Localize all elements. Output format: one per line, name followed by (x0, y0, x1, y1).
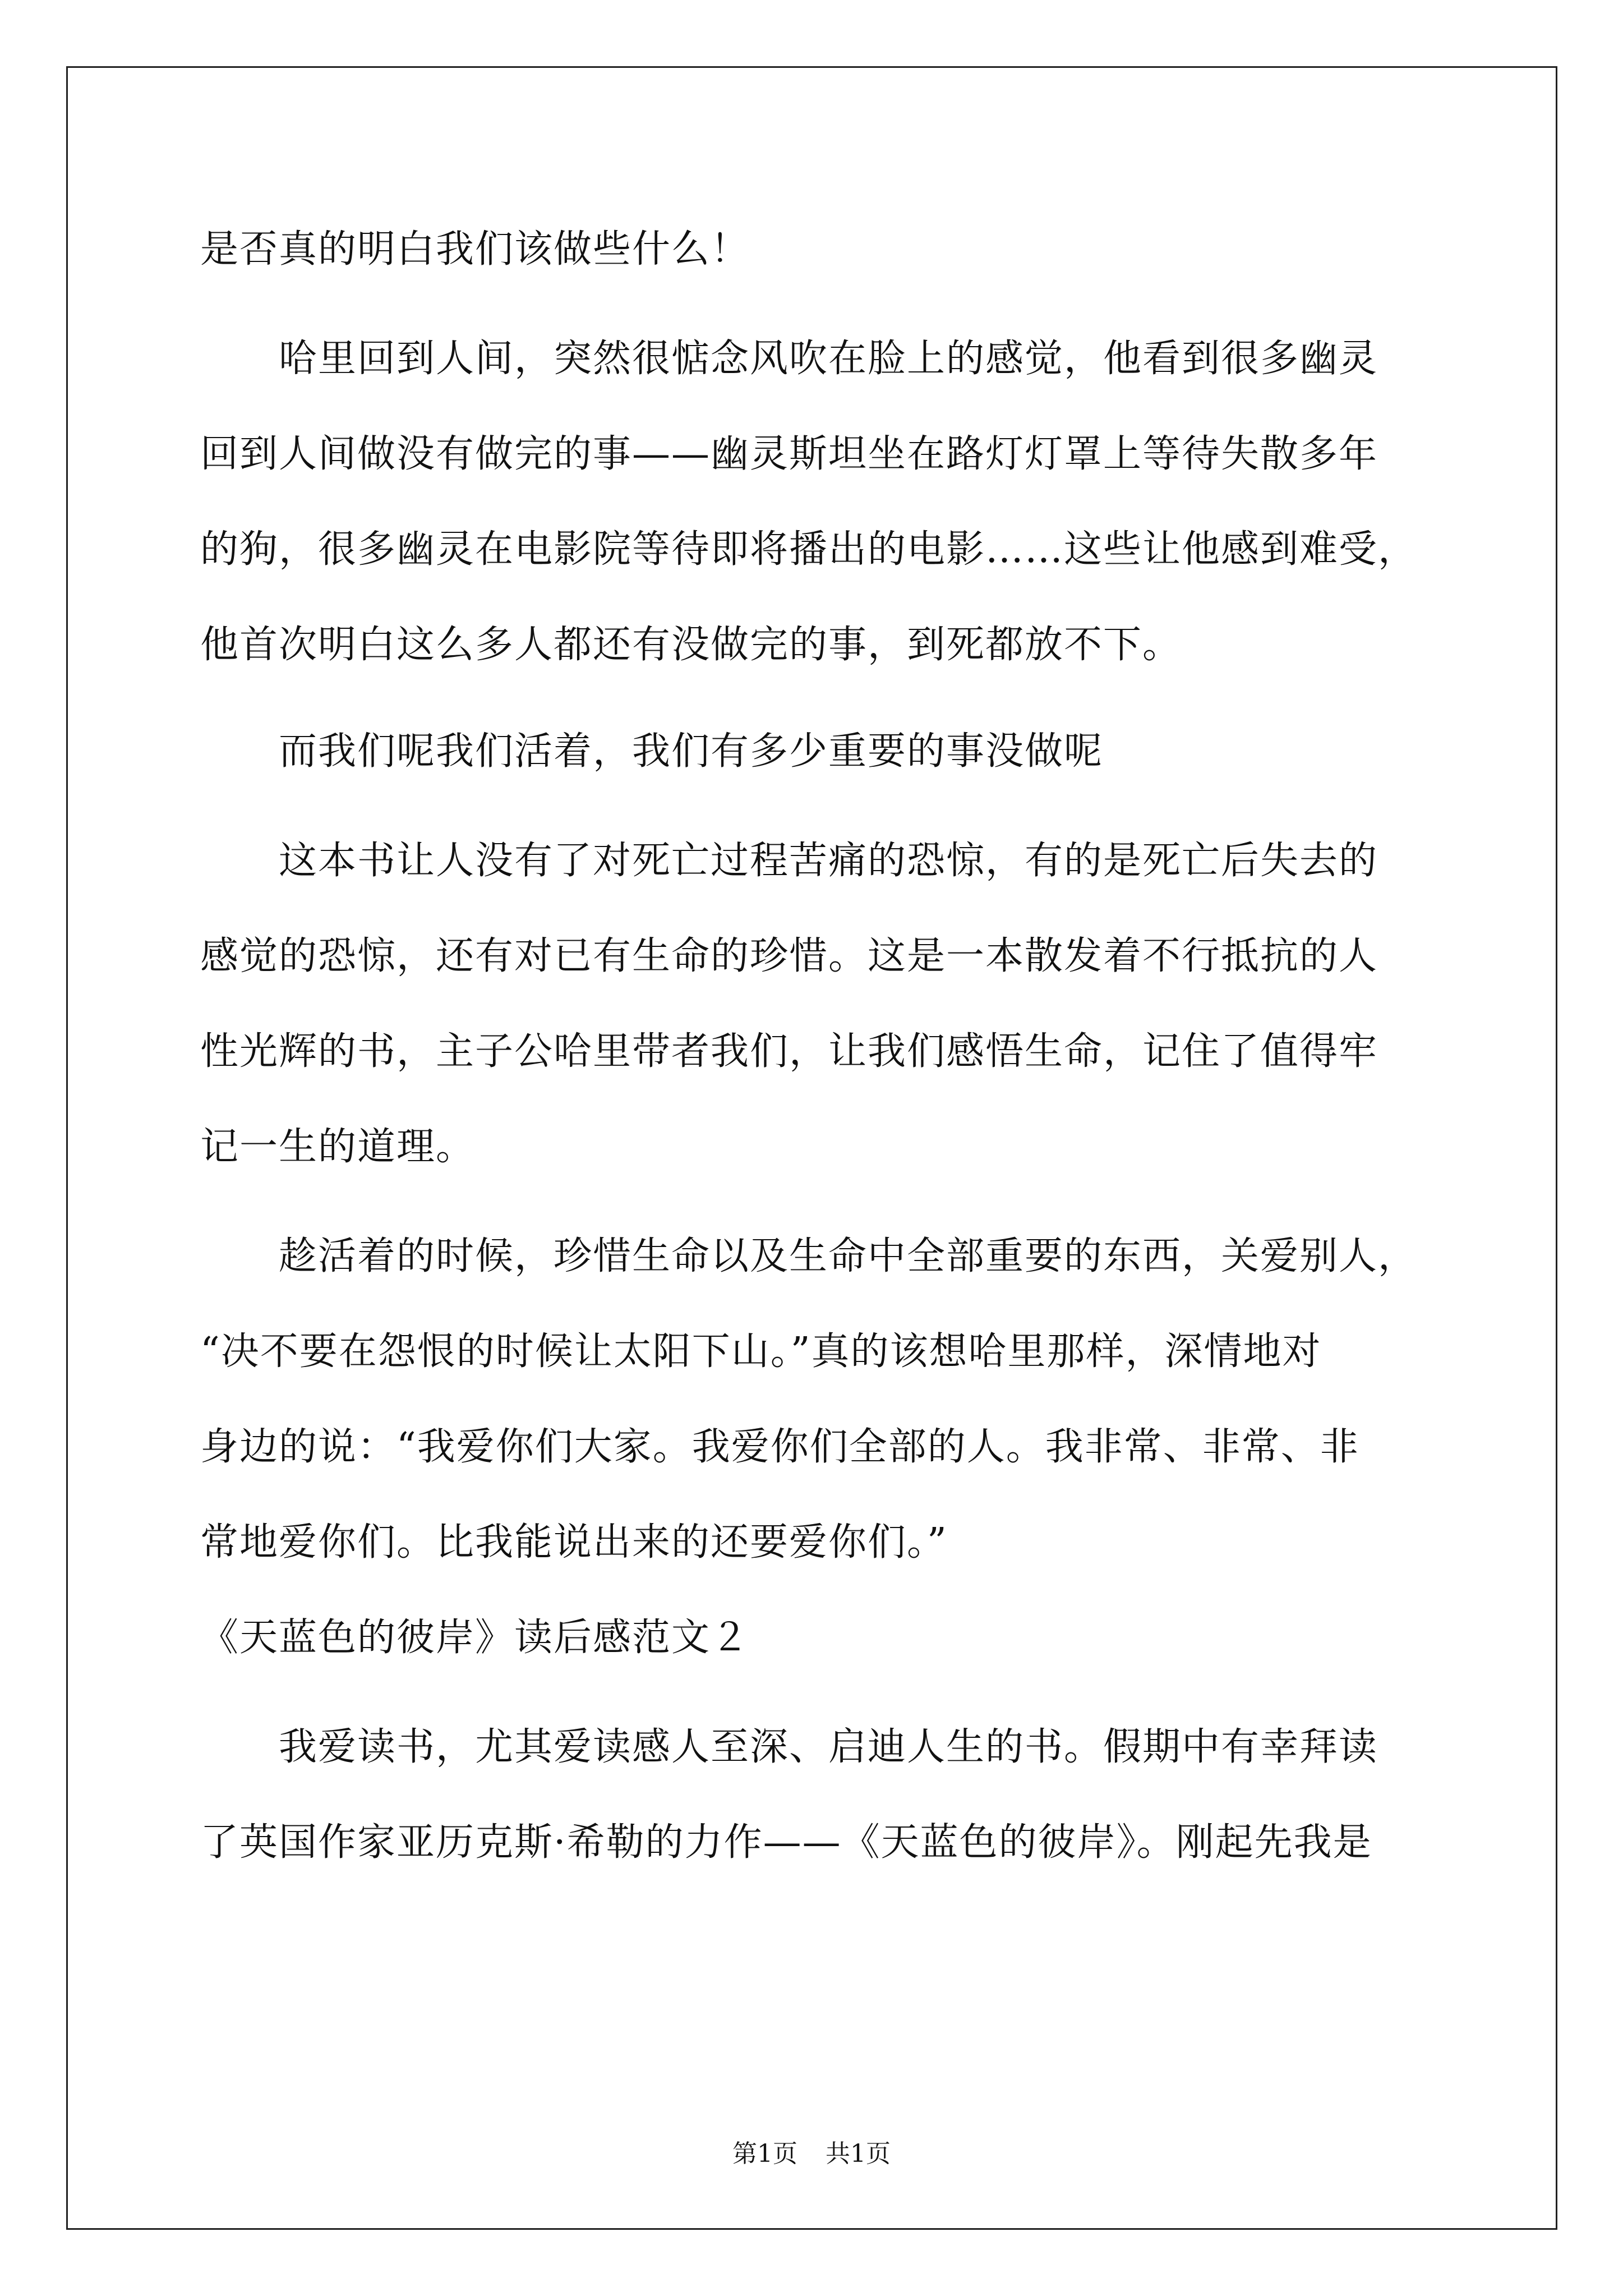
text-line: 常地爱你们。比我能说出来的还要爱你们。” (200, 1520, 948, 1565)
text-line: “决不要在怨恨的时候让太阳下山。”真的该想哈里那样，深情地对 (200, 1329, 1322, 1374)
page-total: 共1页 (826, 2139, 891, 2168)
text-line: 我爱读书，尤其爱读感人至深、启迪人生的书。假期中有幸拜读 (200, 1725, 1378, 1769)
text-line: 记一生的道理。 (200, 1125, 476, 1169)
text-line: 是否真的明白我们该做些什么！ (200, 227, 750, 272)
text-line: 趁活着的时候，珍惜生命以及生命中全部重要的东西，关爱别人， (200, 1234, 1418, 1278)
text-line: 身边的说：“我爱你们大家。我爱你们全部的人。我非常、非常、非 (200, 1425, 1359, 1469)
text-line: 感觉的恐惊，还有对已有生命的珍惜。这是一本散发着不行抵抗的人 (200, 934, 1378, 978)
text-line: 性光辉的书，主子公哈里带者我们，让我们感悟生命，记住了值得牢 (200, 1029, 1378, 1074)
text-line: 哈里回到人间，突然很惦念风吹在脸上的感觉，他看到很多幽灵 (200, 337, 1378, 381)
text-line: 了英国作家亚历克斯·希勒的力作——《天蓝色的彼岸》。刚起先我是 (200, 1820, 1372, 1865)
text-line: 而我们呢我们活着，我们有多少重要的事没做呢 (200, 729, 1104, 774)
text-line: 回到人间做没有做完的事——幽灵斯坦坐在路灯灯罩上等待失散多年 (200, 432, 1378, 476)
text-line: 他首次明白这么多人都还有没做完的事，到死都放不下。 (200, 623, 1182, 667)
page-footer (0, 2137, 1623, 2171)
text-line: 的狗，很多幽灵在电影院等待即将播出的电影……这些让他感到难受， (200, 527, 1418, 572)
page-number: 第1页 (732, 2139, 797, 2168)
section-heading: 《天蓝色的彼岸》读后感范文２ (200, 1616, 750, 1660)
text-line: 这本书让人没有了对死亡过程苦痛的恐惊，有的是死亡后失去的 (200, 839, 1378, 883)
